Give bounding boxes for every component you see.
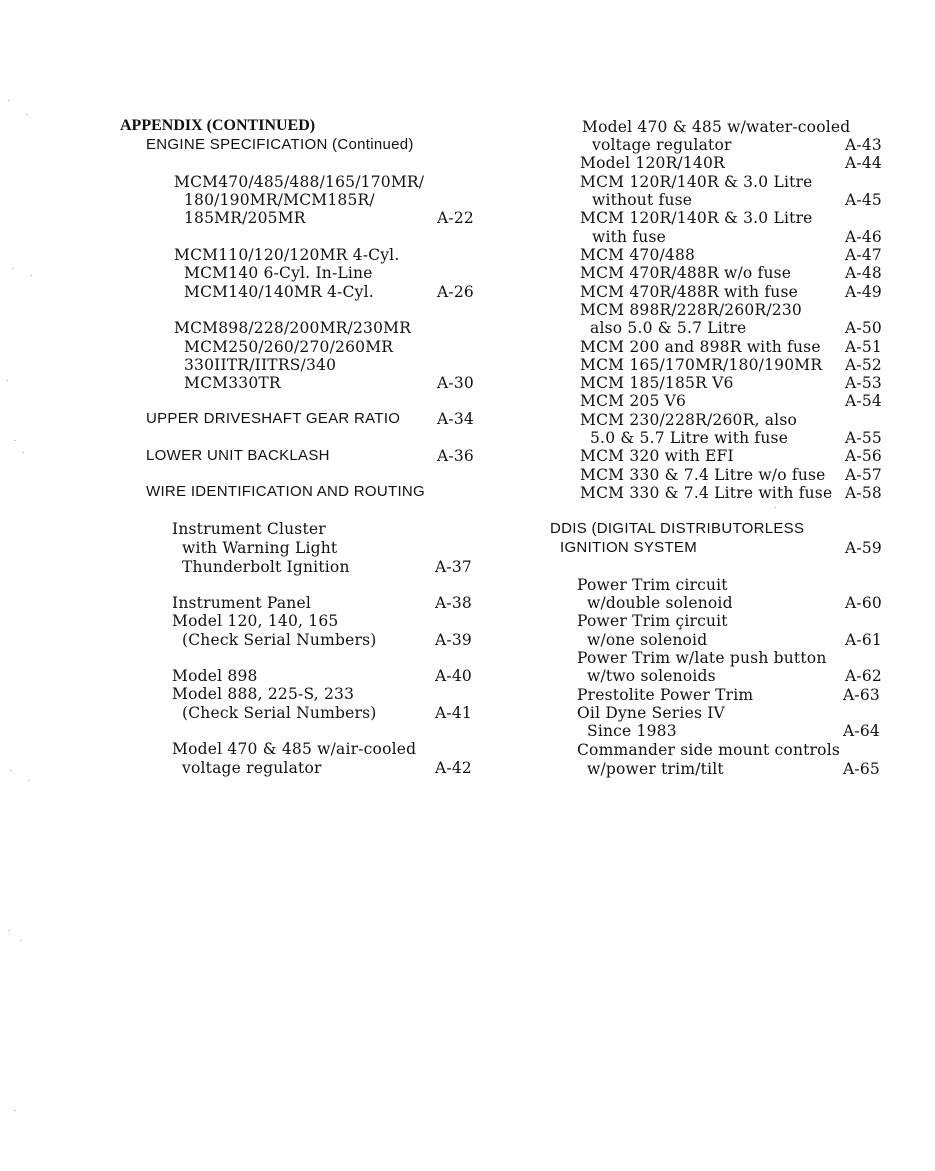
page-number: A-50 bbox=[845, 319, 882, 337]
page-number: A-61 bbox=[845, 631, 882, 649]
wire-identification-title: WIRE IDENTIFICATION AND ROUTING bbox=[146, 483, 426, 500]
entry-line: Model 898 bbox=[172, 667, 258, 685]
entry-line: (Check Serial Numbers) bbox=[182, 631, 377, 649]
entry-line: MCM 165/170MR/180/190MR bbox=[580, 356, 823, 374]
entry-line: Model 120R/140R bbox=[580, 154, 725, 172]
entry-line: Oil Dyne Series IV bbox=[577, 704, 725, 722]
page-number: A-30 bbox=[437, 374, 474, 392]
entry-line: MCM 470R/488R w/o fuse bbox=[580, 264, 792, 282]
scan-speck bbox=[26, 114, 28, 115]
entry-line: MCM110/120/120MR 4-Cyl. bbox=[174, 246, 400, 264]
page-number: A-56 bbox=[845, 447, 882, 465]
entry-line: 180/190MR/MCM185R/ bbox=[184, 191, 375, 209]
entry-line: MCM470/485/488/165/170MR/ bbox=[174, 173, 425, 191]
entry-line: Instrument Cluster bbox=[172, 520, 326, 538]
entry-line: Model 470 & 485 w/air-cooled bbox=[172, 740, 417, 758]
scan-speck bbox=[20, 940, 22, 941]
entry-line: also 5.0 & 5.7 Litre bbox=[590, 319, 747, 337]
scan-speck bbox=[30, 275, 32, 276]
entry-line: (Check Serial Numbers) bbox=[182, 704, 377, 722]
entry-line: 185MR/205MR bbox=[184, 209, 306, 227]
scan-speck bbox=[14, 1110, 16, 1111]
page-number: A-45 bbox=[845, 191, 882, 209]
scan-speck bbox=[12, 268, 14, 269]
entry-line: with Warning Light bbox=[182, 539, 338, 557]
entry-line: MCM 120R/140R & 3.0 Litre bbox=[580, 173, 813, 191]
page-number: A-34 bbox=[437, 410, 474, 428]
entry-line: Commander side mount controls bbox=[577, 741, 841, 759]
entry-line: Power Trim circuit bbox=[577, 576, 728, 594]
scan-speck bbox=[6, 380, 8, 381]
entry-line: MCM 898R/228R/260R/230 bbox=[580, 301, 802, 319]
page-number: A-62 bbox=[845, 667, 882, 685]
entry-line: w/one solenoid bbox=[587, 631, 708, 649]
page-number: A-51 bbox=[845, 338, 882, 356]
scan-speck bbox=[28, 780, 30, 781]
page-number: A-52 bbox=[845, 356, 882, 374]
entry-line: MCM 470R/488R with fuse bbox=[580, 283, 798, 301]
entry-line: w/power trim/tilt bbox=[587, 760, 724, 778]
entry-line: Power Trim w/late push button bbox=[577, 649, 827, 667]
section-title: UPPER DRIVESHAFT GEAR RATIO bbox=[146, 410, 401, 427]
entry-line: w/two solenoids bbox=[587, 667, 716, 685]
page-number: A-41 bbox=[435, 704, 472, 722]
page-number: A-40 bbox=[435, 667, 472, 685]
entry-line: MCM 230/228R/260R, also bbox=[580, 411, 798, 429]
entry-line: MCM 120R/140R & 3.0 Litre bbox=[580, 209, 813, 227]
section-title: DDIS (DIGITAL DISTRIBUTORLESS bbox=[550, 520, 805, 537]
entry-line: Power Trim çircuit bbox=[577, 612, 728, 630]
page-number: A-58 bbox=[845, 484, 882, 502]
entry-line: MCM140 6-Cyl. In-Line bbox=[184, 264, 373, 282]
page-number: A-55 bbox=[845, 429, 882, 447]
page-number: A-39 bbox=[435, 631, 472, 649]
page-number: A-63 bbox=[843, 686, 880, 704]
page-number: A-48 bbox=[845, 264, 882, 282]
page-number: A-54 bbox=[845, 392, 882, 410]
appendix-heading: APPENDIX (CONTINUED) bbox=[120, 117, 316, 134]
entry-line: MCM330TR bbox=[184, 374, 281, 392]
page-number: A-22 bbox=[437, 209, 474, 227]
entry-line: without fuse bbox=[592, 191, 693, 209]
page-number: A-47 bbox=[845, 246, 882, 264]
entry-line: voltage regulator bbox=[182, 759, 322, 777]
entry-line: with fuse bbox=[592, 228, 667, 246]
scan-speck bbox=[14, 440, 16, 441]
entry-line: MCM 320 with EFI bbox=[580, 447, 734, 465]
page-number: A-46 bbox=[845, 228, 882, 246]
scan-speck bbox=[774, 507, 776, 508]
page-number: A-43 bbox=[845, 136, 882, 154]
page-number: A-38 bbox=[435, 594, 472, 612]
section-title: IGNITION SYSTEM bbox=[560, 539, 698, 556]
page-number: A-49 bbox=[845, 283, 882, 301]
entry-line: MCM 470/488 bbox=[580, 246, 696, 264]
page-number: A-64 bbox=[843, 722, 880, 740]
scan-speck bbox=[10, 770, 12, 771]
entry-line: MCM 330 & 7.4 Litre w/o fuse bbox=[580, 466, 826, 484]
entry-line: MCM140/140MR 4-Cyl. bbox=[184, 283, 374, 301]
entry-line: voltage regulator bbox=[592, 136, 732, 154]
scan-speck bbox=[8, 930, 10, 931]
entry-line: Model 120, 140, 165 bbox=[172, 612, 339, 630]
page-number: A-26 bbox=[437, 283, 474, 301]
entry-line: MCM 205 V6 bbox=[580, 392, 687, 410]
page-number: A-59 bbox=[845, 539, 882, 557]
entry-line: Since 1983 bbox=[587, 722, 677, 740]
scan-speck bbox=[22, 452, 24, 453]
entry-line: MCM 200 and 898R with fuse bbox=[580, 338, 821, 356]
page-number: A-36 bbox=[437, 447, 474, 465]
engine-spec-subheading: ENGINE SPECIFICATION (Continued) bbox=[146, 136, 414, 153]
page-number: A-37 bbox=[435, 558, 472, 576]
entry-line: Model 888, 225-S, 233 bbox=[172, 685, 355, 703]
entry-line: MCM250/260/270/260MR bbox=[184, 338, 394, 356]
entry-line: 5.0 & 5.7 Litre with fuse bbox=[590, 429, 789, 447]
page-number: A-53 bbox=[845, 374, 882, 392]
page-number: A-44 bbox=[845, 154, 882, 172]
page-number: A-65 bbox=[843, 760, 880, 778]
entry-line: Instrument Panel bbox=[172, 594, 311, 612]
page-number: A-60 bbox=[845, 594, 882, 612]
entry-line: Prestolite Power Trim bbox=[577, 686, 754, 704]
entry-line: MCM 185/185R V6 bbox=[580, 374, 734, 392]
entry-line: MCM 330 & 7.4 Litre with fuse bbox=[580, 484, 833, 502]
page-number: A-57 bbox=[845, 466, 882, 484]
entry-line: MCM898/228/200MR/230MR bbox=[174, 319, 412, 337]
entry-line: Model 470 & 485 w/water-cooled bbox=[582, 118, 851, 136]
section-title: LOWER UNIT BACKLASH bbox=[146, 447, 330, 464]
page-number: A-42 bbox=[435, 759, 472, 777]
entry-line: 330IITR/IITRS/340 bbox=[184, 356, 337, 374]
scan-speck bbox=[8, 100, 10, 101]
entry-line: Thunderbolt Ignition bbox=[182, 558, 350, 576]
entry-line: w/double solenoid bbox=[587, 594, 733, 612]
